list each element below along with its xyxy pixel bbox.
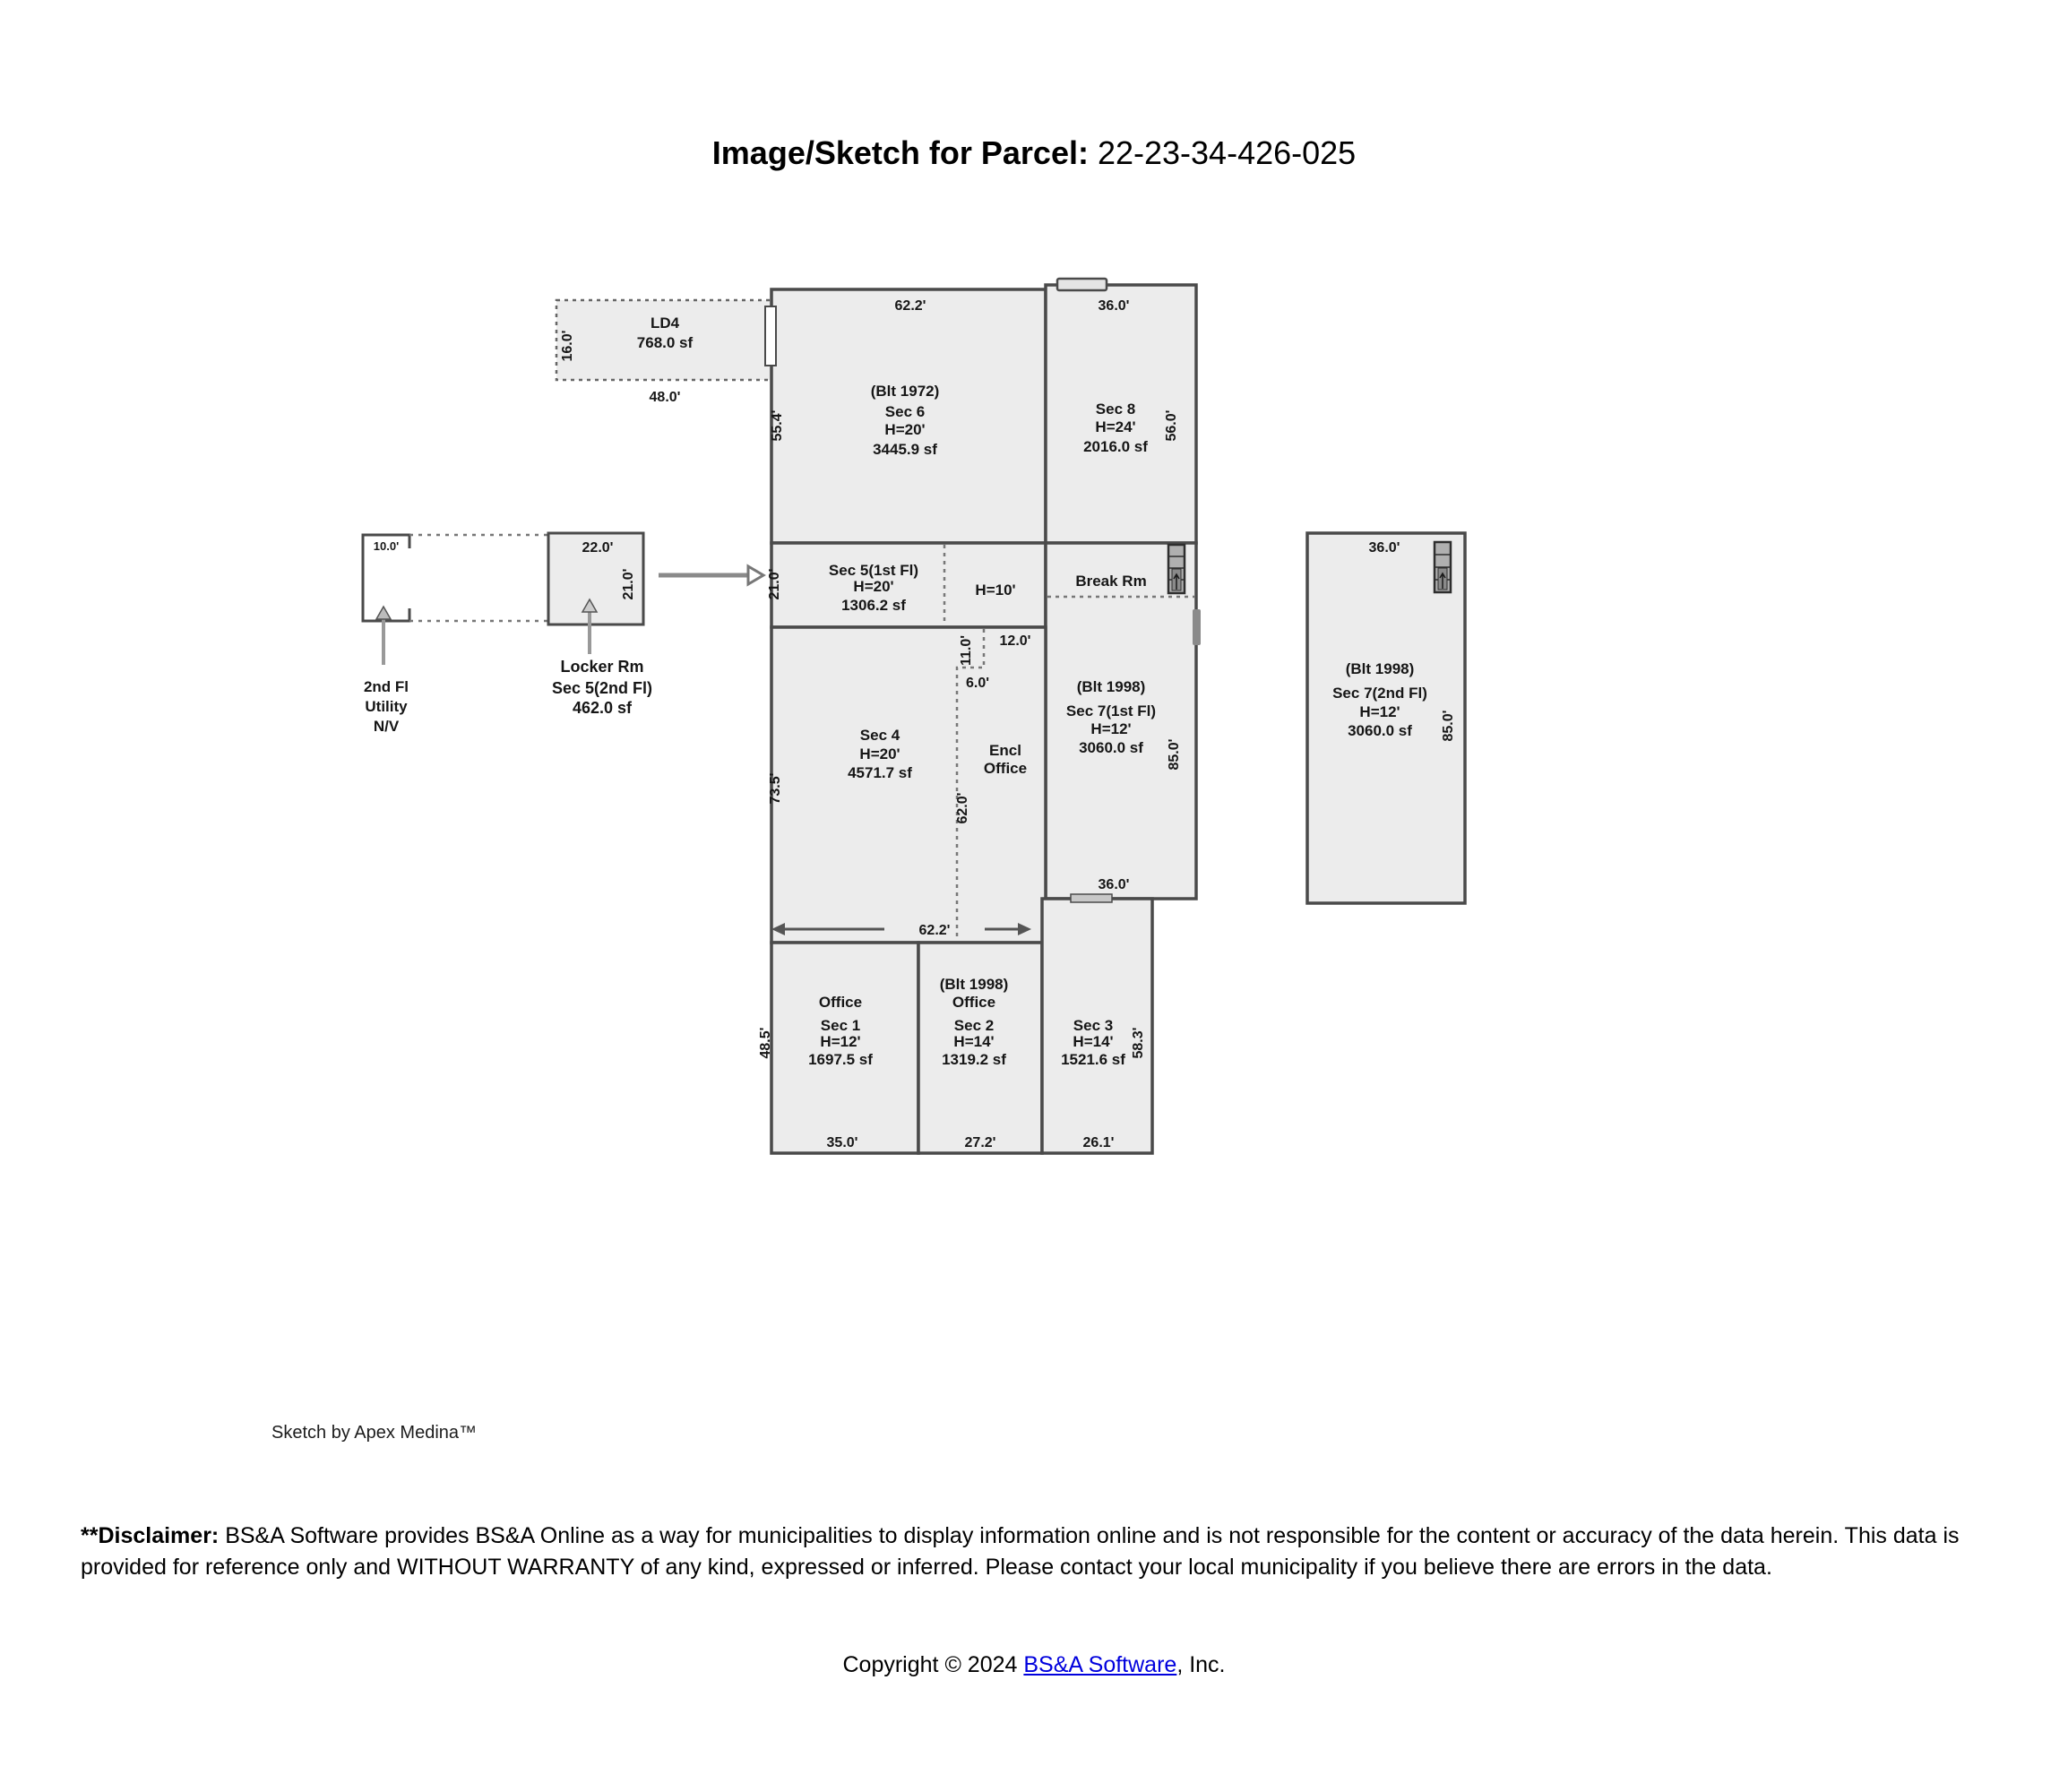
sec3-width-dim: 26.1' xyxy=(1082,1135,1115,1150)
sketch-credit: Sketch by Apex Medina™ xyxy=(271,1423,478,1443)
sec7second-name: Sec 7(2nd Fl) xyxy=(1332,685,1427,702)
disclaimer-text: BS&A Software provides BS&A Online as a way for municipalities to display information online and is not responsible for the content or accuracy of the data herein. This data is provided for reference only and WITHOUT WARRANTY of any kind, expressed or inferred. Please contact your local municipality if you believe there are errors in the data. xyxy=(81,1523,1960,1580)
copyright-prefix: Copyright © 2024 xyxy=(842,1652,1024,1677)
sec6-height-dim: 55.4' xyxy=(770,409,785,442)
sec5-area: 1306.2 sf xyxy=(841,597,906,614)
sec8-area: 2016.0 sf xyxy=(1083,438,1148,455)
sec7first-ceiling: H=12' xyxy=(1090,720,1132,737)
sec1-width-dim: 35.0' xyxy=(826,1135,858,1150)
sec8-width-dim: 36.0' xyxy=(1098,298,1130,314)
sec1-name: Sec 1 xyxy=(820,1017,861,1034)
copyright xyxy=(0,1652,2068,1678)
sec2-width-dim: 27.2' xyxy=(964,1135,996,1150)
ld4-name: LD4 xyxy=(650,314,680,332)
page-title xyxy=(0,134,2068,172)
utility-label-line2: Utility xyxy=(365,698,408,715)
locker-label-line1: Locker Rm xyxy=(560,658,644,676)
utility-width-dim: 10.0' xyxy=(373,539,400,553)
encl-dim-12: 12.0' xyxy=(999,633,1031,649)
sec7second-height-dim: 85.0' xyxy=(1441,710,1456,742)
door-sec7-bottom xyxy=(1071,894,1112,902)
locker-label-line3: 462.0 sf xyxy=(572,699,633,717)
sec7second-ceiling: H=12' xyxy=(1359,703,1400,720)
sec6-name: Sec 6 xyxy=(884,403,926,420)
door-sec7-right xyxy=(1193,609,1201,645)
sec7first-built: (Blt 1998) xyxy=(1076,678,1146,695)
parcel-number: 22-23-34-426-025 xyxy=(1097,134,1357,171)
sec4-height-dim: 73.5' xyxy=(768,772,783,805)
ld4-area: 768.0 sf xyxy=(636,334,694,351)
sec3-name: Sec 3 xyxy=(1073,1017,1114,1034)
annex-utility xyxy=(363,535,548,621)
sec1-area: 1697.5 sf xyxy=(808,1051,873,1068)
sec7first-name: Sec 7(1st Fl) xyxy=(1065,702,1157,719)
encl-dim-11: 11.0' xyxy=(959,634,974,667)
sec5-name: Sec 5(1st Fl) xyxy=(828,562,919,579)
encl-office-name-line1: Encl xyxy=(989,742,1021,759)
sec2-ceiling: H=14' xyxy=(953,1033,995,1050)
sec3-area: 1521.6 sf xyxy=(1061,1051,1125,1068)
parcel-sketch-svg xyxy=(354,260,1483,1210)
room-sec4 xyxy=(771,627,1046,943)
parcel-sketch xyxy=(354,260,1483,1210)
disclaimer xyxy=(81,1521,1991,1583)
encl-office-name-line2: Office xyxy=(983,760,1028,777)
sec8-name: Sec 8 xyxy=(1095,401,1136,418)
sec1-ceiling: H=12' xyxy=(820,1033,861,1050)
sec2-area: 1319.2 sf xyxy=(942,1051,1006,1068)
arrow-locker-to-plan-icon xyxy=(659,566,763,584)
sec3-height-dim: 58.3' xyxy=(1131,1027,1146,1059)
encl-dim-62: 62.0' xyxy=(955,792,970,824)
locker-callout-label xyxy=(552,658,652,717)
sec2-type: Office xyxy=(952,994,996,1011)
sec1-height-dim: 48.5' xyxy=(758,1027,773,1059)
locker-label-line2: Sec 5(2nd Fl) xyxy=(551,679,653,697)
sec5-sub-ceiling: H=10' xyxy=(975,582,1016,599)
door-sec8-top xyxy=(1057,279,1107,290)
bsa-software-link[interactable]: BS&A Software xyxy=(1023,1652,1177,1677)
locker-width-dim: 22.0' xyxy=(582,540,614,556)
encl-dim-6: 6.0' xyxy=(965,676,990,691)
sec6-built: (Blt 1972) xyxy=(870,383,940,400)
sec7first-area: 3060.0 sf xyxy=(1079,739,1143,756)
stairs-icon xyxy=(1168,545,1185,593)
sec7first-height-dim: 85.0' xyxy=(1167,738,1182,771)
sec6-ceiling: H=20' xyxy=(884,421,926,438)
ld4-width-dim: 48.0' xyxy=(649,390,681,405)
sec4-area: 4571.7 sf xyxy=(848,764,912,781)
sec4-ceiling: H=20' xyxy=(859,745,900,762)
room-ld4 xyxy=(556,300,771,405)
sec7second-built: (Blt 1998) xyxy=(1345,660,1415,677)
sec6-width-dim: 62.2' xyxy=(894,298,926,314)
sec7second-area: 3060.0 sf xyxy=(1348,722,1412,739)
sec4-name: Sec 4 xyxy=(859,727,900,744)
sec1-type: Office xyxy=(818,994,863,1011)
utility-label-line1: 2nd Fl xyxy=(363,678,409,695)
disclaimer-label: **Disclaimer: xyxy=(81,1523,220,1548)
sec4-width-dim: 62.2' xyxy=(918,923,951,938)
utility-label-line3: N/V xyxy=(373,718,400,735)
room-sec7-second xyxy=(1307,533,1465,903)
arrow-utility-icon xyxy=(376,607,391,665)
sec2-name: Sec 2 xyxy=(953,1017,995,1034)
sec6-area: 3445.9 sf xyxy=(873,441,937,458)
sec3-ceiling: H=14' xyxy=(1073,1033,1114,1050)
arrow-locker-icon xyxy=(582,599,597,654)
copyright-suffix: , Inc. xyxy=(1176,1652,1226,1677)
sec8-height-dim: 56.0' xyxy=(1164,409,1179,442)
sec2-built: (Blt 1998) xyxy=(939,976,1009,993)
sec7first-width-dim: 36.0' xyxy=(1098,877,1130,892)
page-title-label: Image/Sketch for Parcel: xyxy=(711,134,1089,171)
sec8-ceiling: H=24' xyxy=(1095,418,1136,435)
break-room-name: Break Rm xyxy=(1075,573,1147,590)
sec7second-width-dim: 36.0' xyxy=(1368,540,1400,556)
locker-height-dim: 21.0' xyxy=(621,568,636,600)
stairs-icon xyxy=(1435,542,1451,592)
door-sec6-left xyxy=(765,306,776,366)
sec5-ceiling: H=20' xyxy=(853,578,894,595)
ld4-height-dim: 16.0' xyxy=(560,330,575,362)
utility-callout-label xyxy=(364,678,409,735)
sec5-height-dim: 21.0' xyxy=(767,568,782,600)
